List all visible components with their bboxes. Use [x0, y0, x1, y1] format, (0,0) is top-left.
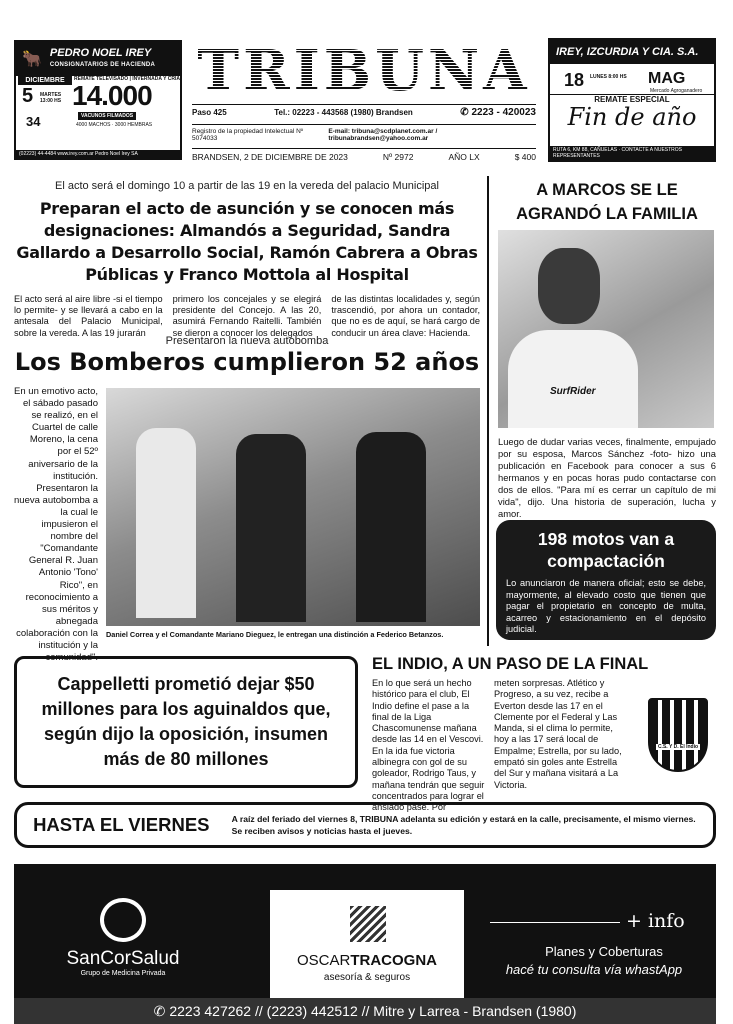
- masthead-tel: Tel.: 02223 - 443568 (1980) Brandsen: [274, 108, 413, 117]
- story-indio-headline: EL INDIO, A UN PASO DE LA FINAL: [372, 655, 649, 673]
- story-indio: [372, 654, 716, 674]
- right-ad-fin: Fin de año: [567, 103, 697, 131]
- story-asuncion: [14, 180, 480, 339]
- left-ad-brand: PEDRO NOEL IREY: [49, 47, 152, 59]
- notice-title: HASTA EL VIERNES: [33, 814, 210, 835]
- masthead-paso: Paso 425: [192, 108, 227, 117]
- left-ad-banner: [16, 42, 180, 76]
- masthead-whatsapp: 2223 - 420023: [471, 107, 536, 118]
- story-motos-headline: 198 motos van a compactación: [537, 529, 675, 571]
- story-asuncion-kicker: El acto será el domingo 10 a partir de las 19 en la vereda del palacio Municipal: [54, 180, 439, 192]
- story-motos: [496, 520, 716, 640]
- column-divider: [487, 176, 489, 646]
- left-ad-month: DICIEMBRE: [18, 76, 72, 85]
- sancor-sub: Grupo de Medicina Privada: [80, 970, 166, 977]
- story-bomberos-kicker: Presentaron la nueva autobomba: [165, 335, 329, 347]
- left-ad-day: 5: [22, 85, 34, 107]
- right-ad-special: REMATE ESPECIAL: [550, 94, 714, 104]
- right-ad-day: 18: [564, 70, 585, 90]
- story-indio-col1: En lo que será un hecho histórico para el club, El Indio define el pase a la final de la Liga Chascomunense mañana desde las 14 en el Vescovi. En la ida fue victoria albinegra con gol de su goleador, Rodrigo Taus, y mañana tendrán que seguir concentrados para lograr el ansiado pase. Por: [372, 678, 485, 813]
- story-marcos-body: Luego de dudar varias veces, finalmente, empujado por su esposa, Marcos Sánchez -foto- hizo una publicación en Facebook para conocer a sus 6 hermanos y en pocas horas pudo contactarse con dos de ellos. "Para mí es cerrar un capítulo de mi vida", dijo. Una historia de superación, lucha y amor.: [498, 436, 716, 519]
- right-ad-mag: MAG: [648, 70, 686, 87]
- left-ad-footer: (02223) 44-4484 www.irey.com.ar Pedro Noel Irey SA: [16, 150, 180, 158]
- left-header-ad: [14, 40, 182, 160]
- masthead-price: $ 400: [514, 152, 536, 162]
- sancor-logo-icon: [100, 898, 146, 942]
- masthead-email: E-mail: tribuna@scdplanet.com.ar / tribunabrandsen@yahoo.com.ar: [328, 128, 438, 142]
- story-indio-col2: meten sorpresas. Atlético y Progreso, a su vez, recibe a Everton desde las 17 en el Clemente por el Federal y Las Manda, si el clima lo permite, hoy a las 17 será local de Empalme; Estrella, por su lado, empató sin goles ante Estrella del Sur y mañana visitará a La Victoria.: [494, 678, 622, 790]
- story-asuncion-headline: Preparan el acto de asunción y se conocen más designaciones: Almandós a Seguridad, Sandra Gallardo a Desarrollo Social, Ramón Cabrera a Obras Públicas y Franco Mottola al Hospital: [16, 199, 478, 284]
- story-cappelletti: [14, 656, 358, 788]
- cow-icon: 🐂: [22, 51, 42, 68]
- story-cappelletti-headline: Cappelletti prometió dejar $50 millones para los aguinaldos que, según dijo la oposición, insumen más de 80 millones: [41, 674, 331, 769]
- left-ad-vacunos: VACUNOS FILMADOS: [78, 112, 136, 120]
- notice-body: A raíz del feriado del viernes 8, TRIBUNA adelanta su edición y estará en la calle, precisamente, el mismo viernes. Se reciben avisos y noticias hasta el jueves.: [231, 814, 696, 836]
- masthead-year: AÑO LX: [448, 152, 480, 162]
- right-ad-day-sub: LUNES 8:00 HS: [590, 74, 627, 80]
- tracogna-sub: asesoría & seguros: [323, 972, 411, 983]
- tracogna-logo-icon: [350, 906, 386, 942]
- story-asuncion-col2: primero los concejales y se elegirá presidente del Concejo. A las 20, asumirá Fernando Raitelli. También se dieron a conocer los delegados: [172, 294, 322, 338]
- right-ad-mag-sub: Mercado Agroganadero: [650, 88, 703, 94]
- footer-plans: Planes y Coberturas: [545, 944, 663, 959]
- whatsapp-icon: ✆: [460, 107, 469, 118]
- tracogna-last: TRACOGNA: [350, 952, 437, 969]
- left-ad-remate: REMATE TELEVISADO | INVERNADA Y CRÍA: [74, 76, 180, 82]
- masthead-title: TRIBUNA: [192, 42, 536, 100]
- marcos-photo: [498, 230, 714, 428]
- masthead-number: Nº 2972: [382, 152, 414, 162]
- masthead-date: BRANDSEN, 2 DE DICIEMBRE DE 2023: [192, 152, 348, 162]
- left-ad-count: 14.000: [72, 80, 152, 111]
- footer-contact: 2223 427262 // (2223) 442512 // Mitre y Larrea - Brandsen (1980): [169, 1003, 577, 1019]
- indio-crest-icon: [648, 698, 708, 772]
- footer-ad: [14, 864, 716, 1024]
- story-marcos-headline: A MARCOS SE LE AGRANDÓ LA FAMILIA: [516, 181, 698, 223]
- story-asuncion-col3: de las distintas localidades y, según trascendió, por ahora un contador, que no es de aquí, se hará cargo de conducir un área clave: Hacienda.: [331, 294, 480, 338]
- masthead: [192, 38, 536, 162]
- story-bomberos-body: En un emotivo acto, el sábado pasado se realizó, en el Cuartel de calle Moreno, la cena por el 52º aniversario de la institución. Presentaron la nueva autobomba a la cual le impusieron el nombre del "Comandante General R. Juan Antonio 'Tono' Rico", en reconocimiento a sus méritos y abnegada colaboración con la institución y la comunidad".: [14, 386, 98, 664]
- right-header-ad: [548, 38, 716, 162]
- story-asuncion-col1: El acto será al aire libre -si el tiempo lo permite- y se llevará a cabo en la antesala del Palacio Municipal, sobre la vereda. A las 19 jurarán: [14, 294, 163, 338]
- story-motos-body: Lo anunciaron de manera oficial; esto se debe, mayormente, al elevado costo que tienen que pagar el propietario en concepto de multa, acarreo y estacionamiento en el depósito judicial.: [506, 578, 706, 634]
- story-bomberos: [14, 335, 480, 377]
- right-ad-footer: RUTA 6, KM 88, CAÑUELAS · CONTACTE A NUESTROS REPRESENTANTES: [550, 146, 714, 160]
- marcos-shirt-text: SurfRider: [550, 386, 596, 397]
- phone-icon: ✆: [153, 1002, 166, 1019]
- footer-info: + info: [626, 910, 685, 932]
- bomberos-caption: Daniel Correa y el Comandante Mariano Dieguez, le entregan una distinción a Federico Betanzos.: [106, 630, 444, 639]
- masthead-registro: Registro de la propiedad Intelectual Nº 5074033: [192, 128, 304, 142]
- tracogna-first: OSCAR: [296, 952, 351, 969]
- sancor-brand: SanCorSalud: [66, 948, 180, 969]
- notice-box: [14, 802, 716, 848]
- indio-crest-label: C.S. Y D. El Indio: [657, 744, 699, 750]
- left-ad-detail: 4000 MACHOS · 3000 HEMBRAS: [76, 122, 153, 128]
- story-marcos: [496, 178, 718, 226]
- right-ad-brand: IREY, IZCURDIA Y CIA. S.A.: [550, 40, 714, 64]
- bomberos-photo: [106, 388, 480, 626]
- footer-contact-bar: [14, 998, 716, 1024]
- tracogna-box: [270, 890, 464, 1000]
- footer-whatsapp-note: hacé tu consulta vía whastApp: [505, 962, 683, 977]
- left-ad-day-sub: MARTES 13:00 HS: [40, 92, 62, 104]
- left-ad-subtitle: CONSIGNATARIOS DE HACIENDA: [49, 62, 156, 68]
- left-ad-calendar: [18, 76, 72, 129]
- left-ad-fifth: 34: [26, 114, 41, 129]
- story-bomberos-headline: Los Bomberos cumplieron 52 años: [14, 348, 480, 376]
